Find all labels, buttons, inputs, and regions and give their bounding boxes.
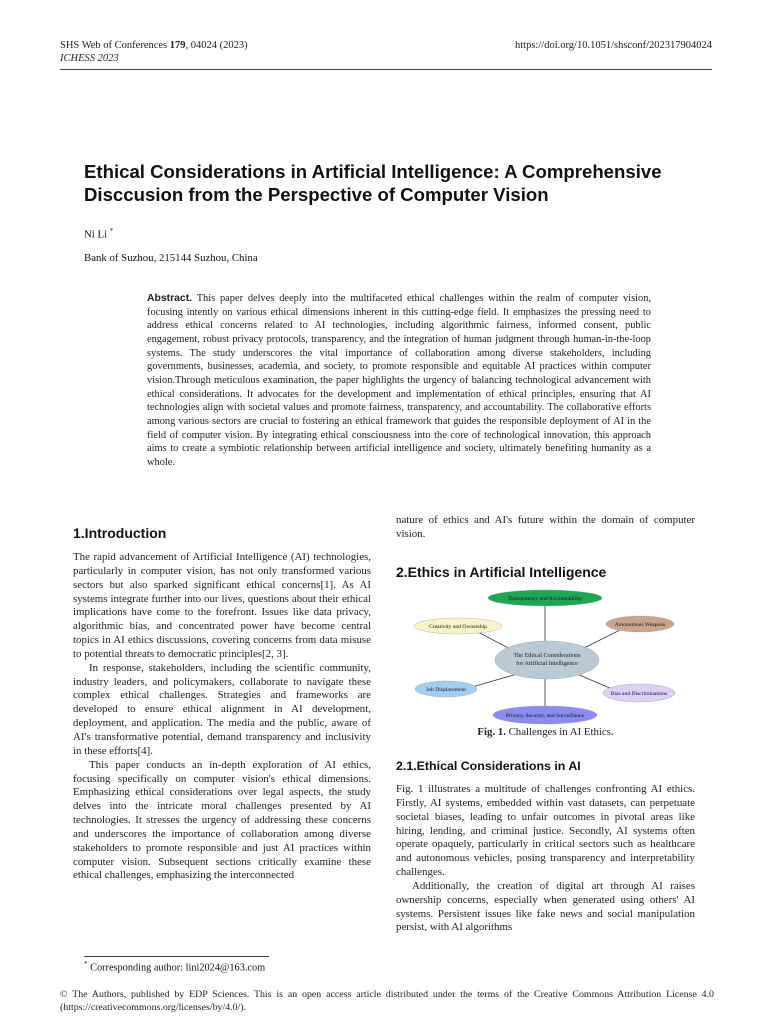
section-2-1-paragraph-2: Additionally, the creation of digital art through AI raises ownership concerns, especially when generated using others' AI systems. Persistent issues like fake news and social manipulation persist, with AI algorithms [396, 879, 695, 934]
intro-paragraph-1: The rapid advancement of Artificial Intelligence (AI) technologies, particularly in computer vision, has not only transformed various sectors but also sparked significant ethical concerns[1]. As AI systems integrate further into our lives, questions about their ethical implications have come to the forefront. Issues like data privacy, algorithmic bias, and concentrated power have become central topics in AI ethics discussions, covering concerns from data misuse to potential threats to democratic principles[2, 3]. [73, 551, 371, 660]
author-line [84, 227, 113, 241]
connector-autonomous [580, 630, 620, 650]
abstract [147, 292, 651, 470]
author-name: Ni Li [84, 228, 108, 241]
node-transparency-label: Transparency and Accountability [507, 596, 583, 602]
connector-creativity [478, 632, 512, 650]
heading-ethics-ai: 2.Ethics in Artificial Intelligence [396, 564, 607, 580]
node-privacy-label: Privacy, Security, and Surveillance [505, 713, 585, 719]
node-creativity-label: Creativity and Ownership [429, 624, 487, 630]
footnote-mark: * [84, 960, 88, 968]
footnote-text: Corresponding author: lini2024@163.com [90, 962, 266, 974]
connector-bias [577, 674, 612, 689]
ethics-diagram [412, 588, 678, 726]
node-job-label: Job Displacement [426, 687, 466, 693]
center-label-line1: The Ethical Considerations [513, 652, 581, 659]
heading-introduction: 1.Introduction [73, 525, 167, 541]
intro-paragraph-3: This paper conducts an in-depth exploration of AI ethics, focusing specifically on computer vision's ethical dimensions. Emphasizing ethical considerations over legal aspects, the study delves into the intricate moral challenges presented by AI technologies. It stresses the urgency of addressing these concerns and underscores the importance of collaboration among diverse stakeholders to promote responsible and just AI practices within computer vision. Subsequent sections critically examine these ethical challenges, emphasizing the interconnected [73, 758, 371, 882]
intro-paragraph-3-continued: nature of ethics and AI's future within the domain of computer vision. [396, 514, 695, 540]
footnote-rule [84, 956, 269, 957]
license-notice: © The Authors, published by EDP Sciences. This is an open access article distributed under the terms of the Creative Commons Attribution License 4.0 (https://creativecommons.org/licenses/by/4.0/). [60, 989, 714, 1013]
node-autonomous-label: Autonomous Weapons [614, 622, 666, 628]
running-header [60, 40, 248, 51]
conference-name: ICHESS 2023 [60, 53, 119, 64]
left-column [73, 551, 371, 883]
journal-name: SHS Web of Conferences [60, 40, 168, 51]
author-mark: * [109, 227, 114, 235]
figure-caption [396, 726, 695, 738]
connector-job [472, 674, 517, 687]
heading-ethical-considerations: 2.1.Ethical Considerations in AI [396, 759, 581, 773]
article-info: , 04024 (2023) [185, 40, 248, 51]
center-label-line2: for Artificial Intelligence [516, 660, 578, 667]
paper-title: Ethical Considerations in Artificial Intelligence: A Comprehensive Disccusion from the Perspective of Computer Vision [84, 161, 662, 205]
section-2-1-body [396, 783, 695, 935]
journal-volume: 179 [169, 40, 186, 51]
section-2-1-paragraph-1: Fig. 1 illustrates a multitude of challenges confronting AI ethics. Firstly, AI systems, embedded within vast datasets, can perpetuate societal biases, leading to unfair outcomes in pivotal areas like hiring, lending, and criminal justice. Secondly, AI systems often operate opaquely, particularly in critical sectors such as healthcare and autonomous vehicles, posing transparency and interpretability challenges. [396, 783, 695, 879]
figure-caption-text: Challenges in AI Ethics. [508, 726, 614, 738]
affiliation: Bank of Suzhou, 215144 Suzhou, China [84, 252, 258, 264]
doi-link[interactable]: https://doi.org/10.1051/shsconf/202317904024 [515, 40, 712, 51]
abstract-text: This paper delves deeply into the multifaceted ethical challenges within the realm of computer vision, focusing intently on various ethical dimensions inherent in this cutting-edge field. It emphasizes the pressing need to address ethical concerns related to AI technologies, including algorithmic fairness, informed consent, public engagement, robust privacy protocols, transparency, and the integration of human judgment through human-in-the-loop systems. The study underscores the vital importance of collaboration among diverse stakeholders, including governments, businesses, academia, and society, to promote responsible and equitable AI practices within computer vision.Through meticulous examination, the paper highlights the urgency of balancing technological advancement with ethical considerations. It advocates for the development and implementation of ethical principles, ensuring that AI technologies align with societal values and promote fairness, transparency, and accountability. The collaborative efforts among various sectors are crucial to fostering an ethical framework that guides the responsible deployment of AI in the field of computer vision. By integrating ethical consciousness into the core of technological innovation, this approach aims to create a symbiotic relationship between artificial intelligence and society, ultimately benefiting humanity as a whole. [147, 293, 651, 468]
node-bias-label: Bias and Discriminations [610, 691, 668, 697]
abstract-label: Abstract. [147, 293, 193, 304]
footnote [84, 960, 265, 973]
intro-paragraph-2: In response, stakeholders, including the scientific community, industry leaders, and policymakers, collaborate to navigate these complex ethical challenges. Strategies and frameworks are developed to ensure ethical alignment in AI development, deployment, and application. The media and the public, aware of AI's transformative potential, demand transparency and inclusivity in these efforts[4]. [73, 661, 371, 757]
header-rule [60, 69, 712, 70]
figure-caption-label: Fig. 1. [477, 726, 506, 738]
